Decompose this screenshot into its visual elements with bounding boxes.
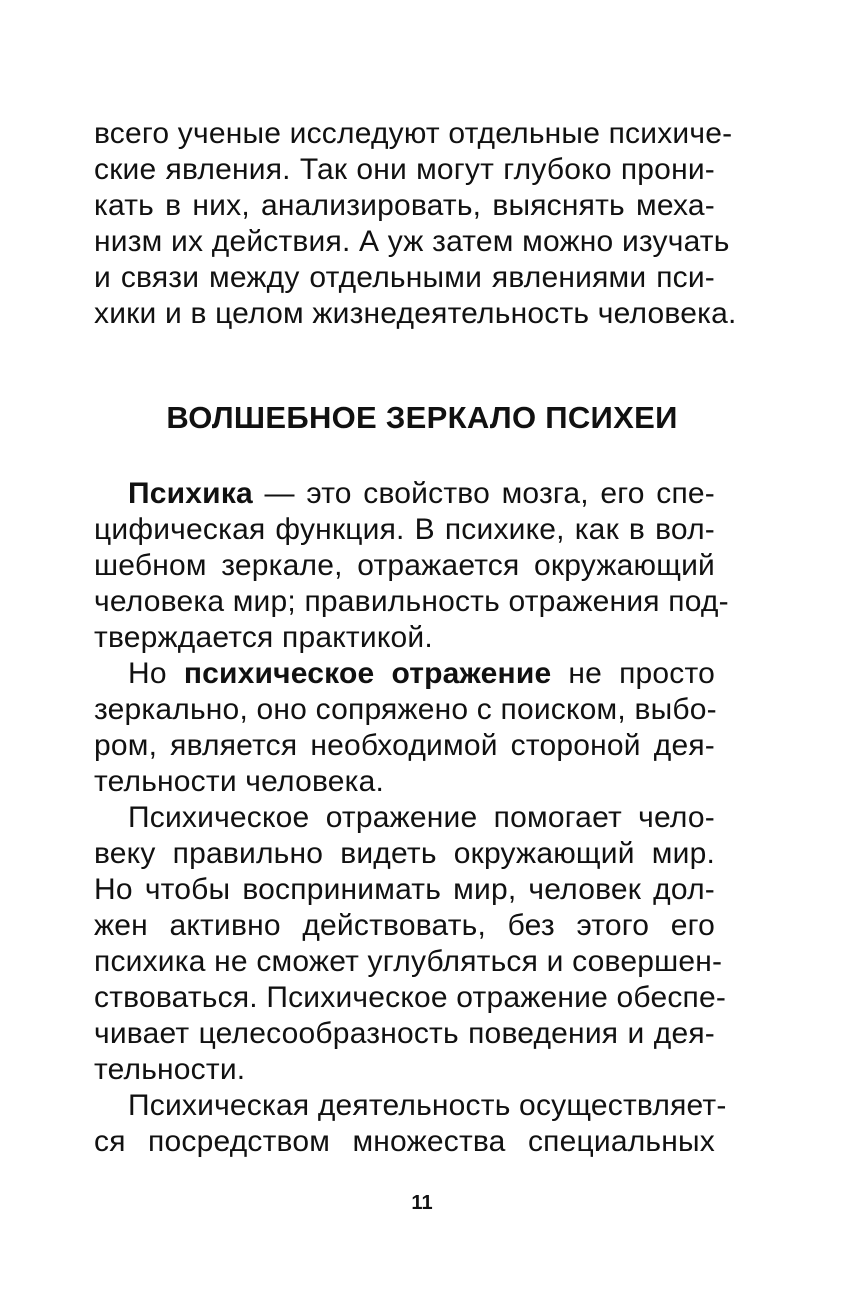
text-line: веку правильно видеть окружающий мир. [94, 837, 715, 870]
paragraph-first-line: Психическая деятельность осуществляет- [128, 1089, 727, 1122]
text-fragment: — это свойство мозга, его спе- [252, 477, 715, 510]
text-line: тельности человека. [94, 765, 385, 798]
section-heading: ВОЛШЕБНОЕ ЗЕРКАЛО ПСИХЕИ [166, 400, 678, 435]
text-line: зеркально, оно сопряжено с поиском, выбо- [94, 693, 717, 726]
text-line: ские явления. Так они могут глубоко прони- [94, 153, 715, 186]
defined-term: психическое отражение [183, 657, 552, 690]
paragraph-first-line: Психическое отражение помогает чело- [128, 801, 715, 834]
page-number: 11 [411, 1192, 433, 1214]
text-fragment: не просто [551, 657, 715, 690]
text-fragment: Но [128, 657, 184, 690]
text-line: всего ученые исследуют отдельные психиче- [94, 117, 733, 150]
text-line: шебном зеркале, отражается окружающий [94, 549, 715, 582]
defined-term: Психика [128, 477, 253, 510]
text-line: тельности. [94, 1053, 246, 1086]
text-line: человека мир; правильность отражения под- [94, 585, 729, 618]
text-line: ром, является необходимой стороной дея- [94, 729, 715, 762]
text-line: ствоваться. Психическое отражение обеспе- [94, 981, 727, 1014]
text-line: тверждается практикой. [94, 621, 433, 654]
paragraph-first-line [128, 656, 715, 692]
text-line: жен активно действовать, без этого его [94, 909, 715, 942]
text-line: ся посредством множества специальных [94, 1125, 715, 1158]
text-line: чивает целесообразность поведения и дея- [94, 1017, 715, 1050]
text-line: кать в них, анализировать, выяснять меха- [94, 189, 715, 222]
text-line: низм их действия. А уж затем можно изучать [94, 225, 730, 258]
paragraph-first-line [128, 476, 715, 512]
text-line: Но чтобы воспринимать мир, человек дол- [94, 873, 715, 906]
text-line: и связи между отдельными явлениями пси- [94, 261, 715, 294]
text-line: психика не сможет углубляться и совершен- [94, 945, 723, 978]
text-line: цифическая функция. В психике, как в вол- [94, 513, 715, 546]
text-line: хики и в целом жизнедеятельность человека. [94, 297, 737, 330]
